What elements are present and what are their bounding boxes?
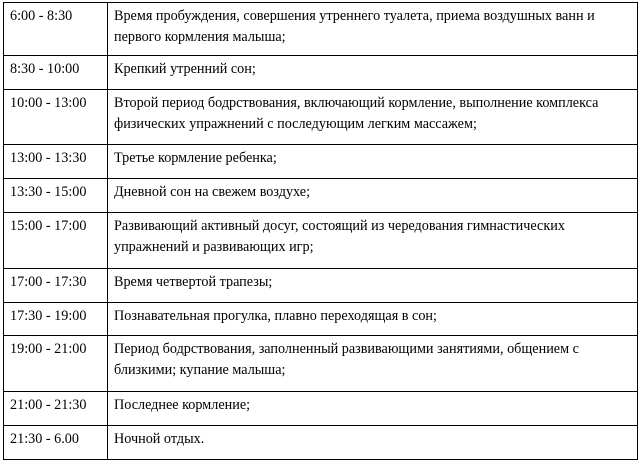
activity-cell: Крепкий утренний сон; (108, 56, 638, 90)
time-cell: 21:30 - 6.00 (4, 426, 108, 460)
activity-cell: Ночной отдых. (108, 426, 638, 460)
table-row (4, 145, 638, 179)
activity-cell: Время четвертой трапезы; (108, 269, 638, 303)
schedule-table (3, 2, 638, 460)
table-row (4, 179, 638, 213)
time-cell: 17:00 - 17:30 (4, 269, 108, 303)
activity-cell: Время пробуждения, совершения утреннего туалета, приема воздушных ванн и первого кормления малыша; (108, 3, 638, 56)
activity-cell: Третье кормление ребенка; (108, 145, 638, 179)
time-cell: 17:30 - 19:00 (4, 303, 108, 336)
time-cell: 21:00 - 21:30 (4, 392, 108, 426)
activity-cell: Дневной сон на свежем воздухе; (108, 179, 638, 213)
activity-cell: Второй период бодрствования, включающий кормление, выполнение комплекса физических упражнений с последующим легким массажем; (108, 90, 638, 145)
activity-cell: Познавательная прогулка, плавно переходящая в сон; (108, 303, 638, 336)
table-row (4, 269, 638, 303)
table-row (4, 90, 638, 145)
table-row (4, 303, 638, 336)
activity-cell: Период бодрствования, заполненный развивающими занятиями, общением с близкими; купание малыша; (108, 336, 638, 392)
table-row (4, 3, 638, 56)
time-cell: 15:00 - 17:00 (4, 213, 108, 269)
time-cell: 13:30 - 15:00 (4, 179, 108, 213)
table-row (4, 392, 638, 426)
table-row (4, 213, 638, 269)
table-row (4, 56, 638, 90)
time-cell: 10:00 - 13:00 (4, 90, 108, 145)
time-cell: 19:00 - 21:00 (4, 336, 108, 392)
table-row (4, 426, 638, 460)
time-cell: 6:00 - 8:30 (4, 3, 108, 56)
activity-cell: Последнее кормление; (108, 392, 638, 426)
time-cell: 8:30 - 10:00 (4, 56, 108, 90)
time-cell: 13:00 - 13:30 (4, 145, 108, 179)
table-row (4, 336, 638, 392)
activity-cell: Развивающий активный досуг, состоящий из чередования гимнастических упражнений и развивающих игр; (108, 213, 638, 269)
